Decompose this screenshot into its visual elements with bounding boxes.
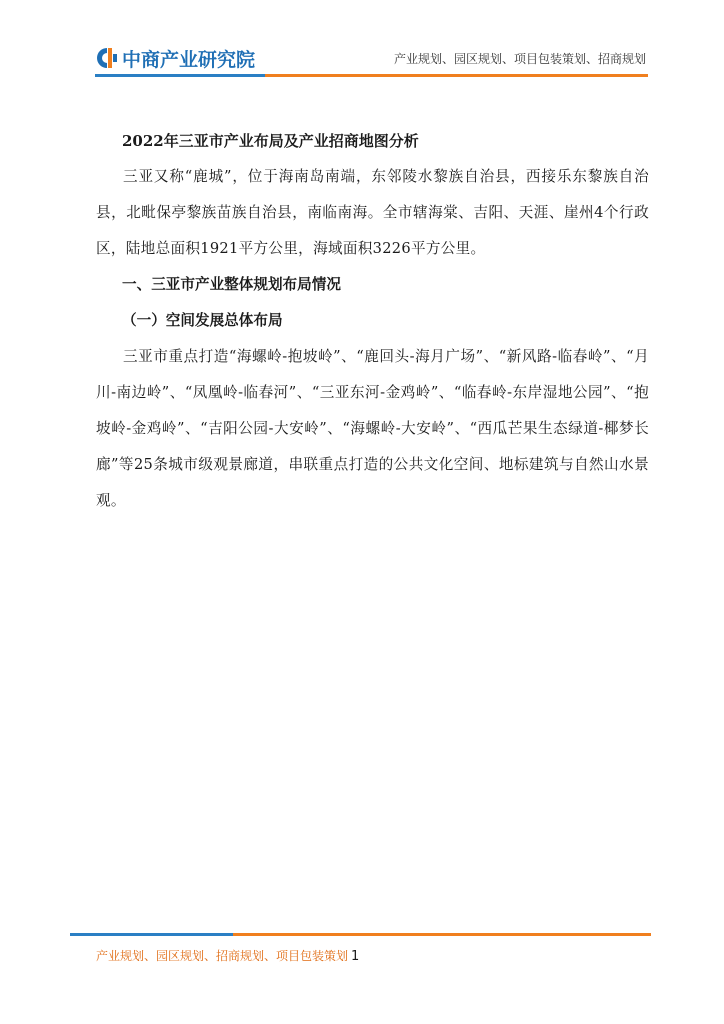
page-footer — [96, 947, 359, 964]
footer-divider-blue — [70, 933, 233, 936]
subsection-heading: （一）空间发展总体布局 — [122, 312, 283, 329]
footer-divider-orange — [233, 933, 651, 936]
page-header — [0, 0, 724, 90]
header-divider-orange — [265, 74, 648, 77]
document-title: 2022年三亚市产业布局及产业招商地图分析 — [122, 132, 419, 150]
footer-tagline: 产业规划、园区规划、招商规划、项目包装策划 — [96, 949, 349, 963]
subsection-paragraph: 三亚市重点打造“海螺岭-抱坡岭”、“鹿回头-海月广场”、“新风路-临春岭”、“月川-南边岭”、“凤凰岭-临春河”、“三亚东河-金鸡岭”、“临春岭-东岸湿地公园”、“抱坡岭-金鸡岭”、“吉阳公园-大安岭”、“海螺岭-大安岭”、“西瓜芒果生态绿道-椰梦长廊”等25条城市级观景廊道，串联重点打造的公共文化空间、地标建筑与自然山水景观。 — [96, 348, 649, 509]
intro-paragraph: 三亚又称“鹿城”，位于海南岛南端，东邻陵水黎族自治县，西接乐东黎族自治县，北毗保亭黎族苗族自治县，南临南海。全市辖海棠、吉阳、天涯、崖州4个行政区，陆地总面积1921平方公里，海域面积3226平方公里。 — [96, 168, 649, 257]
zhongshang-logo-icon — [95, 46, 119, 70]
section-heading: 一、三亚市产业整体规划布局情况 — [122, 276, 341, 293]
logo-text: 中商产业研究院 — [122, 48, 256, 71]
header-divider-blue — [95, 74, 265, 77]
header-tagline: 产业规划、园区规划、项目包装策划、招商规划 — [393, 52, 646, 66]
page-number: 1 — [351, 949, 360, 964]
document-body — [96, 123, 649, 519]
company-logo — [95, 44, 255, 72]
